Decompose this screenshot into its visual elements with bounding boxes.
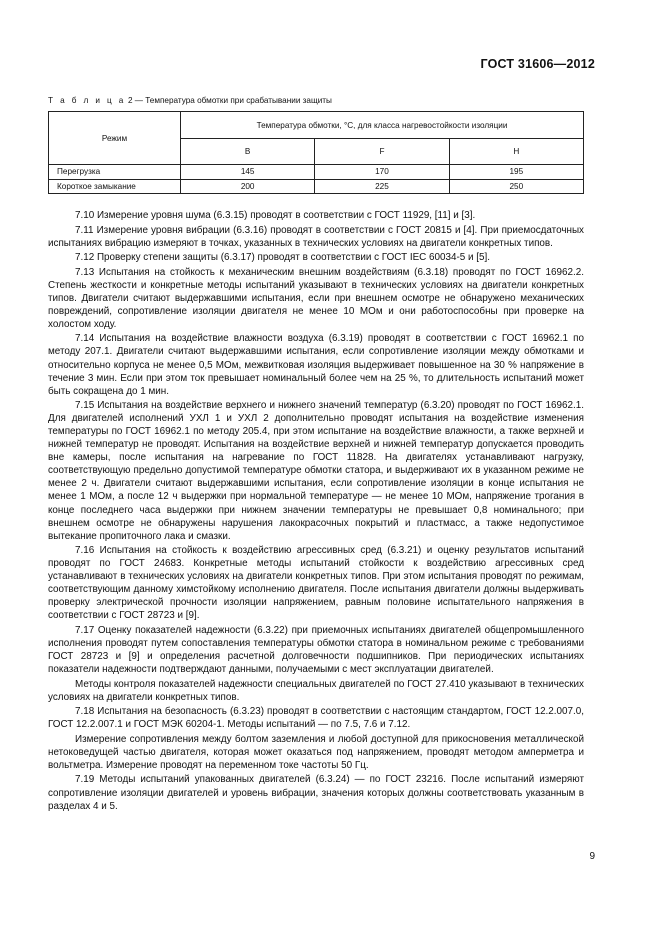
table-cell-mode: Перегрузка	[49, 165, 181, 180]
table-cell-value: 225	[315, 179, 449, 194]
table-row	[49, 165, 584, 180]
table-caption-prefix: Т а б л и ц а	[48, 96, 126, 105]
paragraph-7-12: 7.12 Проверку степени защиты (6.3.17) проводят в соответствии с ГОСТ IEC 60034-5 и [5].	[75, 252, 491, 264]
table-cell-mode: Короткое замыкание	[49, 179, 181, 194]
table-header-class-h: Н	[449, 139, 583, 165]
paragraph-7-14: 7.14 Испытания на воздействие влажности воздуха (6.3.19) проводят в соответствии с ГОСТ 16962.1 по методу 207.1. Двигатели считают выдержавшими испытания, если сопротивление изоляции между обмотками и относительно корпуса не менее 0,5 МОм, межвитковая изоляция выдерживает повышенное на 30 % напряжение в течение 3 мин. Если при этом ток превышает номинальный более чем на 25 %, то длительность испытаний может быть сокращена до 1 мин.	[48, 333, 584, 397]
table-header-class-b: В	[181, 139, 315, 165]
table-caption	[48, 96, 332, 105]
paragraph-7-19: 7.19 Методы испытаний упакованных двигателей (6.3.24) — по ГОСТ 23216. После испытаний измеряют сопротивление изоляции двигателей и уровень вибрации, значения которых должны соответствовать указанным в разделах 4 и 5.	[48, 774, 584, 812]
table-cell-value: 250	[449, 179, 583, 194]
paragraph-7-13: 7.13 Испытания на стойкость к механическим внешним воздействиям (6.3.18) проводят по ГОСТ 16962.2. Степень жесткости и конкретные методы испытаний указывают в технических условиях на двигатели конкретных типов. Двигатели считают выдержавшими испытания, если при внешнем осмотре не обнаружено механических повреждений, сопротивление изоляции двигателя не менее 10 МОм и они работоспособны при проверке на холостом ходу.	[48, 266, 584, 330]
table-header-mode: Режим	[49, 112, 181, 165]
page-number: 9	[589, 851, 595, 862]
table-caption-text: 2 — Температура обмотки при срабатывании защиты	[127, 96, 332, 105]
temperature-table	[48, 111, 584, 194]
table-row	[49, 179, 584, 194]
table-cell-value: 200	[181, 179, 315, 194]
table-cell-value: 195	[449, 165, 583, 180]
table-cell-value: 170	[315, 165, 449, 180]
body-text	[48, 209, 584, 814]
table-cell-value: 145	[181, 165, 315, 180]
paragraph-7-17-reliability: Методы контроля показателей надежности специальных двигателей по ГОСТ 27.410 указывают в технических условиях на двигатели конкретных типов.	[48, 678, 584, 703]
table-header-class-f: F	[315, 139, 449, 165]
paragraph-7-18-measurement: Измерение сопротивления между болтом заземления и любой доступной для прикосновения металлической нетоковедущей частью двигателя, которая может оказаться под напряжением, проводят методом амперметра и вольтметра. Измерение проводят на переменном токе частоты 50 Гц.	[48, 733, 584, 771]
standard-number: ГОСТ 31606—2012	[480, 57, 595, 71]
paragraph-7-18: 7.18 Испытания на безопасность (6.3.23) проводят в соответствии с настоящим стандартом, ГОСТ 12.2.007.0, ГОСТ 12.2.007.1 и ГОСТ МЭК 60204-1. Методы испытаний — по 7.5, 7.6 и 7.12.	[48, 706, 584, 731]
paragraph-7-16: 7.16 Испытания на стойкость к воздействию агрессивных сред (6.3.21) и оценку результатов испытаний проводят по ГОСТ 24683. Конкретные методы испытаний стойкости к воздействию агрессивных сред устанавливают в технических условиях на двигатели конкретных типов. При этом испытания проводят по режимам, соответствующим данному химстойкому исполнению двигателя. После испытания двигатели должны выдерживать проверку электрической прочности изоляции напряжением, равным половине испытательного напряжения в соответствии с ГОСТ 28723 и [9].	[48, 545, 584, 622]
paragraph-7-11: 7.11 Измерение уровня вибрации (6.3.16) проводят в соответствии с ГОСТ 20815 и [4]. При приемосдаточных испытаниях вибрацию измеряют в точках, указанных в технических условиях на двигатели конкретных типов.	[48, 224, 584, 249]
paragraph-7-17: 7.17 Оценку показателей надежности (6.3.22) при приемочных испытаниях двигателей общепромышленного исполнения проводят путем сопоставления температуры обмотки статора в номинальном режиме с требованиями ГОСТ 28723 и [9] и определения расчетной долговечности подшипников. При периодических испытаниях показатели надежности подтверждают данными, получаемыми с мест эксплуатации двигателей.	[48, 624, 584, 676]
table-header-temperature: Температура обмотки, °С, для класса нагревостойкости изоляции	[181, 112, 584, 139]
paragraph-7-10: 7.10 Измерение уровня шума (6.3.15) проводят в соответствии с ГОСТ 11929, [11] и [3].	[75, 210, 476, 221]
paragraph-7-15: 7.15 Испытания на воздействие верхнего и нижнего значений температур (6.3.20) проводят по ГОСТ 16962.1. Для двигателей исполнений УХЛ 1 и УХЛ 2 дополнительно проводят испытания на воздействие изменения температуры по ГОСТ 16962.1 по методу 205.4, при этом испытание на воздействие влажности, а также верхней и нижней температур не проводят. Испытания на воздействие верхней и нижней температур допускается проводить вне камеры, после испытания на нагревание по ГОСТ 11828. На двигателях устанавливают нагрузку, соответствующую предельно допустимой температуре обмотки статора, и выдерживают их в указанном режиме не менее 2 ч. Двигатели считают выдержавшими испытания, если сопротивление изоляции в конце испытания не менее 1 МОм, а после 12 ч выдержки при нормальной температуре — не менее 10 МОм, напряжение трогания в конце последнего часа выдержки при нижнем значении температуры не превышает 0,8 номинального; при внешнем осмотре не обнаружены нарушения лакокрасочных покрытий и пластмасс, а также недопустимое вытекание пропиточного лака и смазки.	[48, 400, 584, 542]
